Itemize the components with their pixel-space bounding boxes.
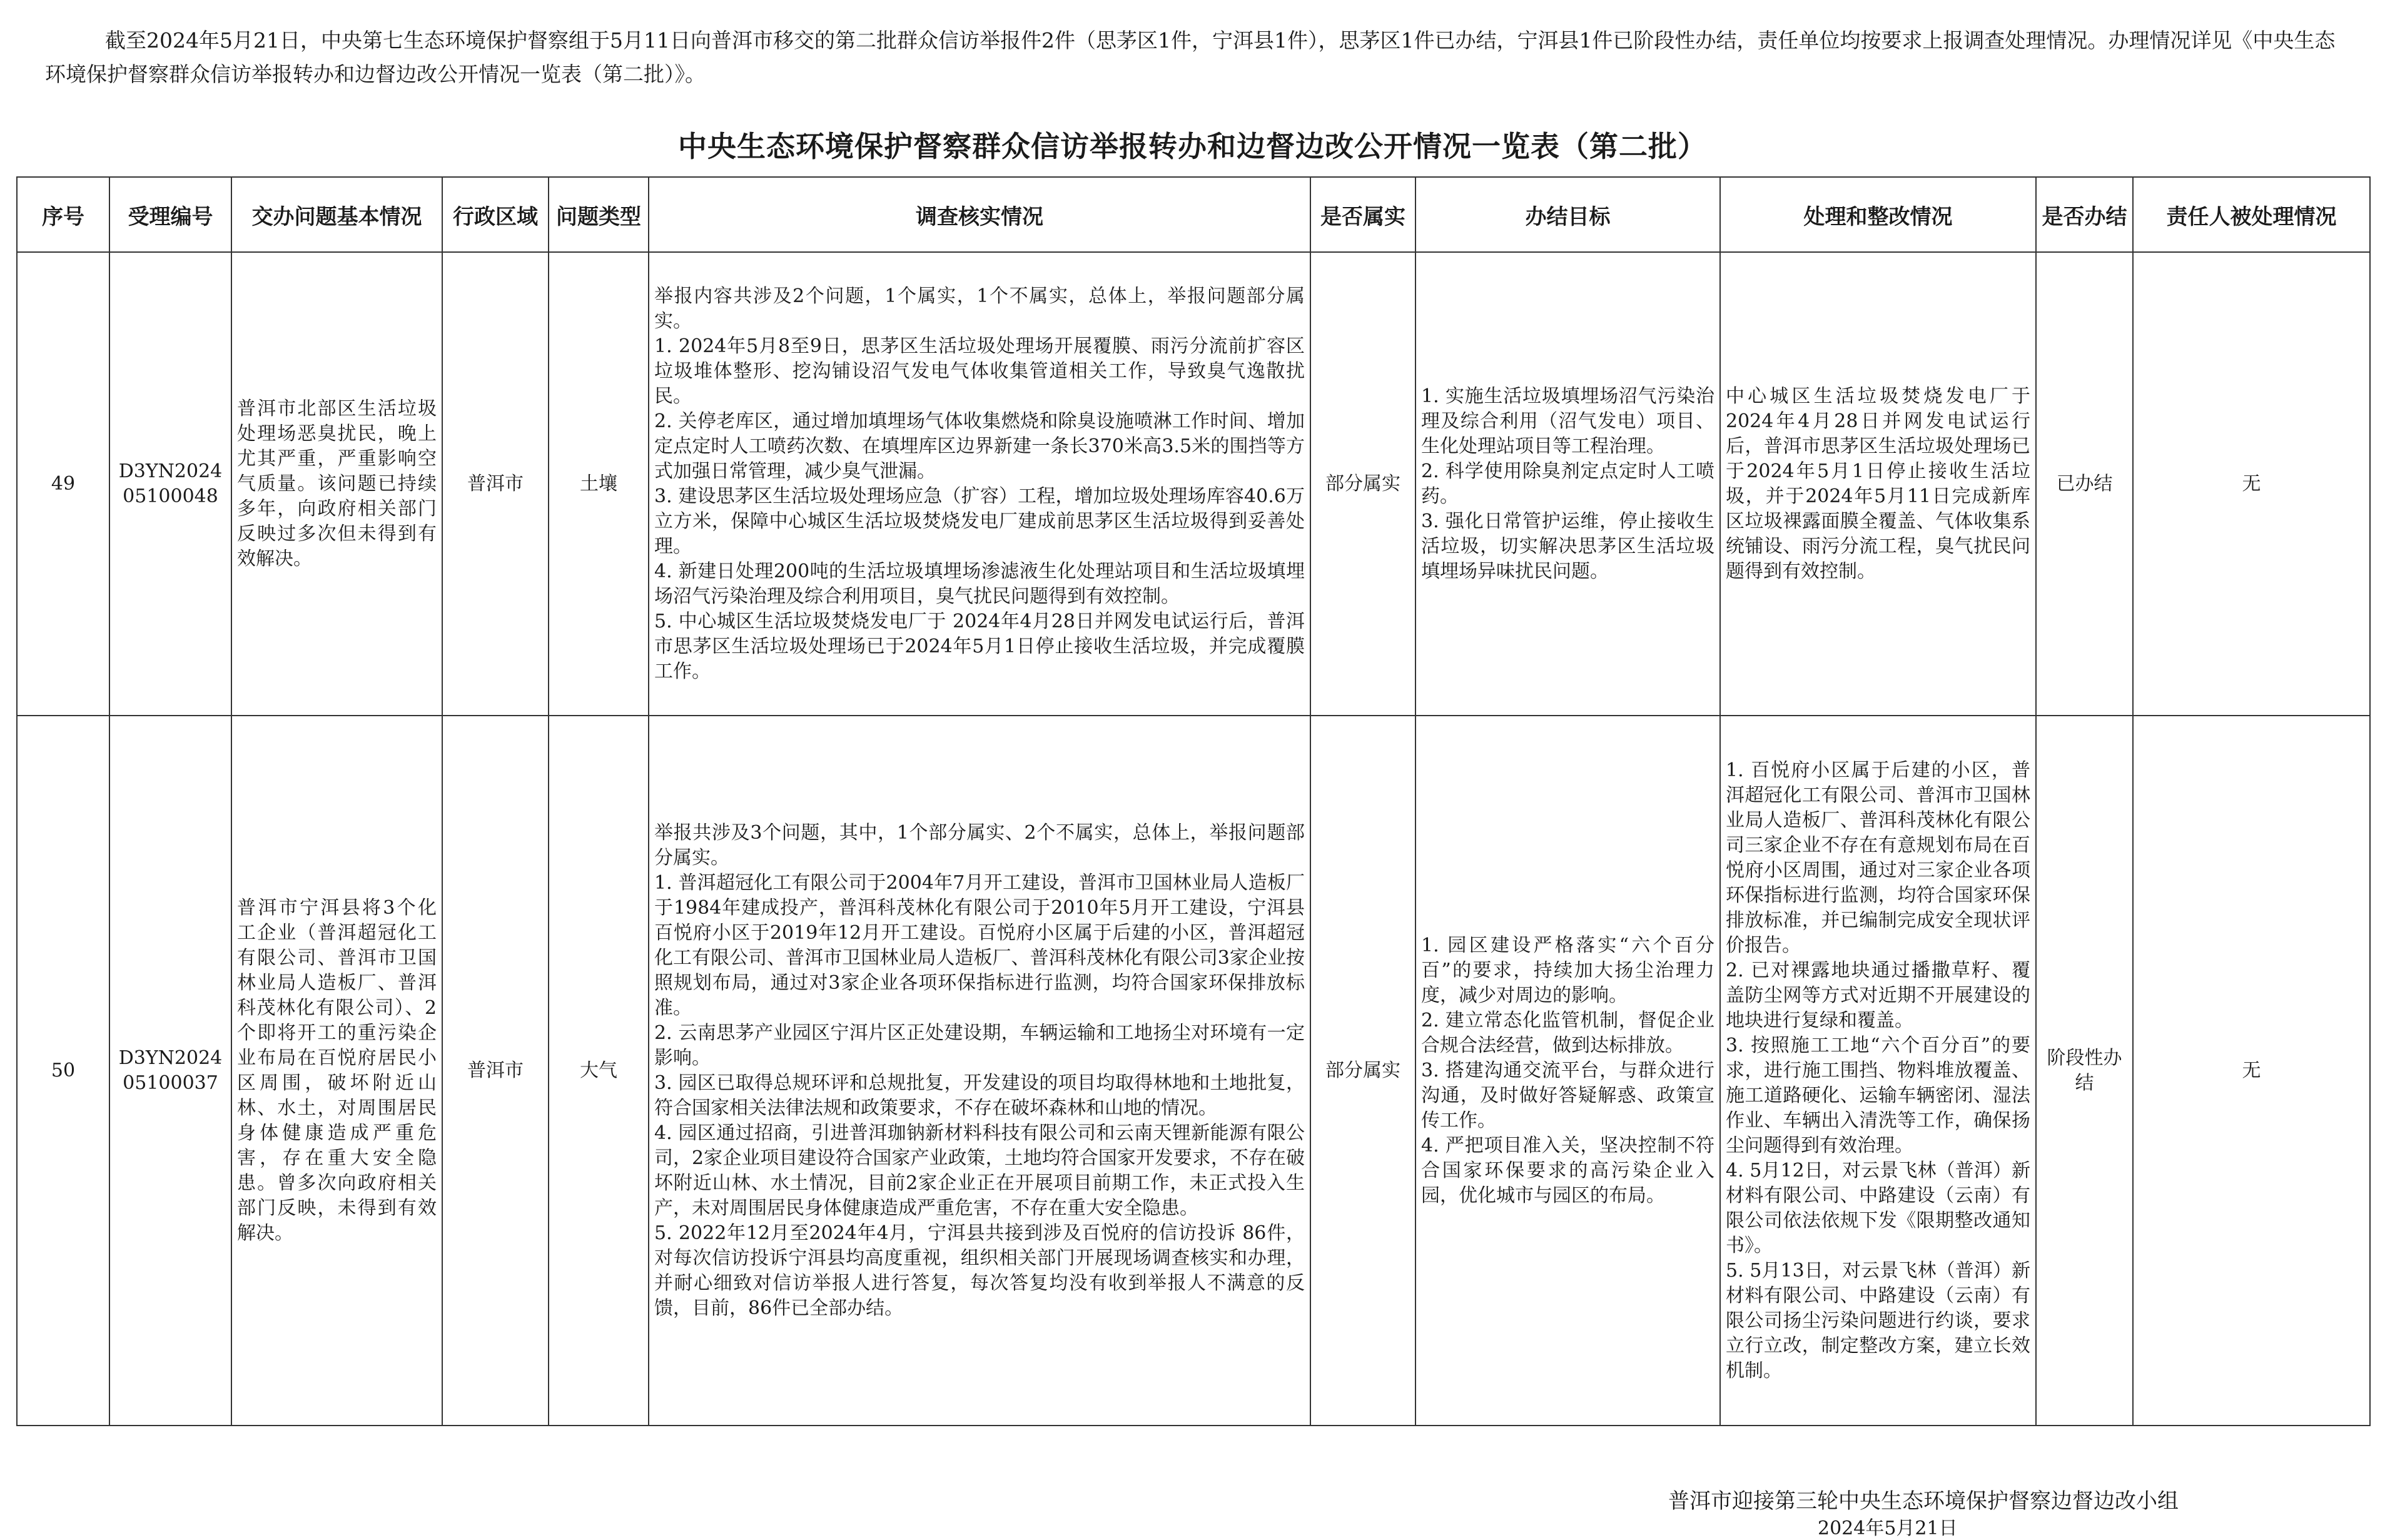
- header-handling: 处理和整改情况: [1720, 177, 2036, 252]
- cell-type: 土壤: [549, 252, 649, 716]
- cell-accountability: 无: [2133, 252, 2370, 716]
- table-header-row: [17, 177, 2370, 252]
- table-row: [17, 252, 2370, 716]
- header-case-no: 受理编号: [109, 177, 231, 252]
- cell-seq: 49: [17, 252, 109, 716]
- header-verified: 是否属实: [1310, 177, 1415, 252]
- cell-investigation: 举报内容共涉及2个问题，1个属实，1个不属实，总体上，举报问题部分属实。 1. 2024年5月8至9日，思茅区生活垃圾处理场开展覆膜、雨污分流前扩容区垃圾堆体整形、挖沟铺设沼气发电气体收集管道相关工作，导致臭气逸散扰民。 2. 关停老库区，通过增加填埋场气体收集燃烧和除臭设施喷淋工作时间、增加定点定时人工喷药次数、在填埋库区边界新建一条长370米高3.5米的围挡等方式加强日常管理，减少臭气泄漏。 3. 建设思茅区生活垃圾处理场应急（扩容）工程，增加垃圾处理场库容40.6万立方米，保障中心城区生活垃圾焚烧发电厂建成前思茅区生活垃圾得到妥善处理。 4. 新建日处理200吨的生活垃圾填埋场渗滤液生化处理站项目和生活垃圾填埋场沼气污染治理及综合利用项目，臭气扰民问题得到有效控制。 5. 中心城区生活垃圾焚烧发电厂于 2024年4月28日并网发电试运行后，普洱市思茅区生活垃圾处理场已于2024年5月1日停止接收生活垃圾，并完成覆膜工作。: [649, 252, 1310, 716]
- table-row: [17, 716, 2370, 1426]
- cell-investigation: 举报共涉及3个问题，其中，1个部分属实、2个不属实，总体上，举报问题部分属实。 1. 普洱超冠化工有限公司于2004年7月开工建设，普洱市卫国林业局人造板厂于1984年建成投产，普洱科茂林化有限公司于2010年5月开工建设，宁洱县百悦府小区于2019年12月开工建设。百悦府小区属于后建的小区，普洱超冠化工有限公司、普洱市卫国林业局人造板厂、普洱科茂林化有限公司3家企业按照规划布局，通过对3家企业各项环保指标进行监测，均符合国家环保排放标准。 2. 云南思茅产业园区宁洱片区正处建设期，车辆运输和工地扬尘对环境有一定影响。 3. 园区已取得总规环评和总规批复，开发建设的项目均取得林地和土地批复，符合国家相关法律法规和政策要求，不存在破坏森林和山地的情况。 4. 园区通过招商，引进普洱珈钠新材料科技有限公司和云南天锂新能源有限公司，2家企业项目建设符合国家产业政策，土地均符合国家开发要求，不存在破坏附近山林、水土情况，目前2家企业正在开展项目前期工作，未正式投入生产，未对周围居民身体健康造成严重危害，不存在重大安全隐患。 5. 2022年12月至2024年4月，宁洱县共接到涉及百悦府的信访投诉 86件，对每次信访投诉宁洱县均高度重视，组织相关部门开展现场调查核实和办理，并耐心细致对信访举报人进行答复，每次答复均没有收到举报人不满意的反馈，目前，86件已全部办结。: [649, 716, 1310, 1426]
- cell-closed: 已办结: [2036, 252, 2133, 716]
- cell-goal: 1. 实施生活垃圾填埋场沼气污染治理及综合利用（沼气发电）项目、生化处理站项目等工程治理。 2. 科学使用除臭剂定点定时人工喷药。 3. 强化日常管护运维，停止接收生活垃圾，切实解决思茅区生活垃圾填埋场异味扰民问题。: [1415, 252, 1720, 716]
- cell-issue: 普洱市北部区生活垃圾处理场恶臭扰民，晚上尤其严重，严重影响空气质量。该问题已持续多年，向政府相关部门反映过多次但未得到有效解决。: [231, 252, 442, 716]
- cell-verified: 部分属实: [1310, 252, 1415, 716]
- header-type: 问题类型: [549, 177, 649, 252]
- cell-handling: 1. 百悦府小区属于后建的小区，普洱超冠化工有限公司、普洱市卫国林业局人造板厂、普洱科茂林化有限公司三家企业不存在有意规划布局在百悦府小区周围，通过对三家企业各项环保指标进行监测，均符合国家环保排放标准，并已编制完成安全现状评价报告。 2. 已对裸露地块通过播撒草籽、覆盖防尘网等方式对近期不开展建设的地块进行复绿和覆盖。 3. 按照施工工地“六个百分百”的要求，进行施工围挡、物料堆放覆盖、施工道路硬化、运输车辆密闭、湿法作业、车辆出入清洗等工作，确保扬尘问题得到有效治理。 4. 5月12日，对云景飞林（普洱）新材料有限公司、中路建设（云南）有限公司依法依规下发《限期整改通知书》。 5. 5月13日，对云景飞林（普洱）新材料有限公司、中路建设（云南）有限公司扬尘污染问题进行约谈，要求立行立改，制定整改方案，建立长效机制。: [1720, 716, 2036, 1426]
- header-accountability: 责任人被处理情况: [2133, 177, 2370, 252]
- cell-handling: 中心城区生活垃圾焚烧发电厂于2024年4月28日并网发电试运行后，普洱市思茅区生活垃圾处理场已于2024年5月1日停止接收生活垃圾，并于2024年5月11日完成新库区垃圾裸露面膜全覆盖、气体收集系统铺设、雨污分流工程，臭气扰民问题得到有效控制。: [1720, 252, 2036, 716]
- header-seq: 序号: [17, 177, 109, 252]
- cell-case-no: D3YN202405100048: [109, 252, 231, 716]
- header-closed: 是否办结: [2036, 177, 2133, 252]
- cell-issue: 普洱市宁洱县将3个化工企业（普洱超冠化工有限公司、普洱市卫国林业局人造板厂、普洱科茂林化有限公司）、2个即将开工的重污染企业布局在百悦府居民小区周围，破坏附近山林、水土，对周围居民身体健康造成严重危害，存在重大安全隐患。曾多次向政府相关部门反映，未得到有效解决。: [231, 716, 442, 1426]
- intro-paragraph: 截至2024年5月21日，中央第七生态环境保护督察组于5月11日向普洱市移交的第二批群众信访举报件2件（思茅区1件，宁洱县1件），思茅区1件已办结，宁洱县1件已阶段性办结，责任单位均按要求上报调查处理情况。办理情况详见《中央生态环境保护督察群众信访举报转办和边督边改公开情况一览表（第二批）》。: [45, 28, 2336, 86]
- petition-table: [16, 176, 2371, 1426]
- cell-region: 普洱市: [442, 716, 549, 1426]
- cell-closed: 阶段性办结: [2036, 716, 2133, 1426]
- cell-goal: 1. 园区建设严格落实“六个百分百”的要求，持续加大扬尘治理力度，减少对周边的影响。 2. 建立常态化监管机制，督促企业合规合法经营，做到达标排放。 3. 搭建沟通交流平台，与群众进行沟通，及时做好答疑解惑、政策宣传工作。 4. 严把项目准入关，坚决控制不符合国家环保要求的高污染企业入园，优化城市与园区的布局。: [1415, 716, 1720, 1426]
- cell-accountability: 无: [2133, 716, 2370, 1426]
- header-region: 行政区域: [442, 177, 549, 252]
- cell-type: 大气: [549, 716, 649, 1426]
- cell-region: 普洱市: [442, 252, 549, 716]
- header-investigation: 调查核实情况: [649, 177, 1310, 252]
- header-goal: 办结目标: [1415, 177, 1720, 252]
- cell-case-no: D3YN202405100037: [109, 716, 231, 1426]
- page-title: 中央生态环境保护督察群众信访举报转办和边督边改公开情况一览表（第二批）: [678, 129, 1707, 163]
- footer-date: 2024年5月21日: [1818, 1517, 1958, 1539]
- cell-seq: 50: [17, 716, 109, 1426]
- cell-verified: 部分属实: [1310, 716, 1415, 1426]
- footer-organization: 普洱市迎接第三轮中央生态环境保护督察边督边改小组: [1668, 1489, 2179, 1514]
- header-issue: 交办问题基本情况: [231, 177, 442, 252]
